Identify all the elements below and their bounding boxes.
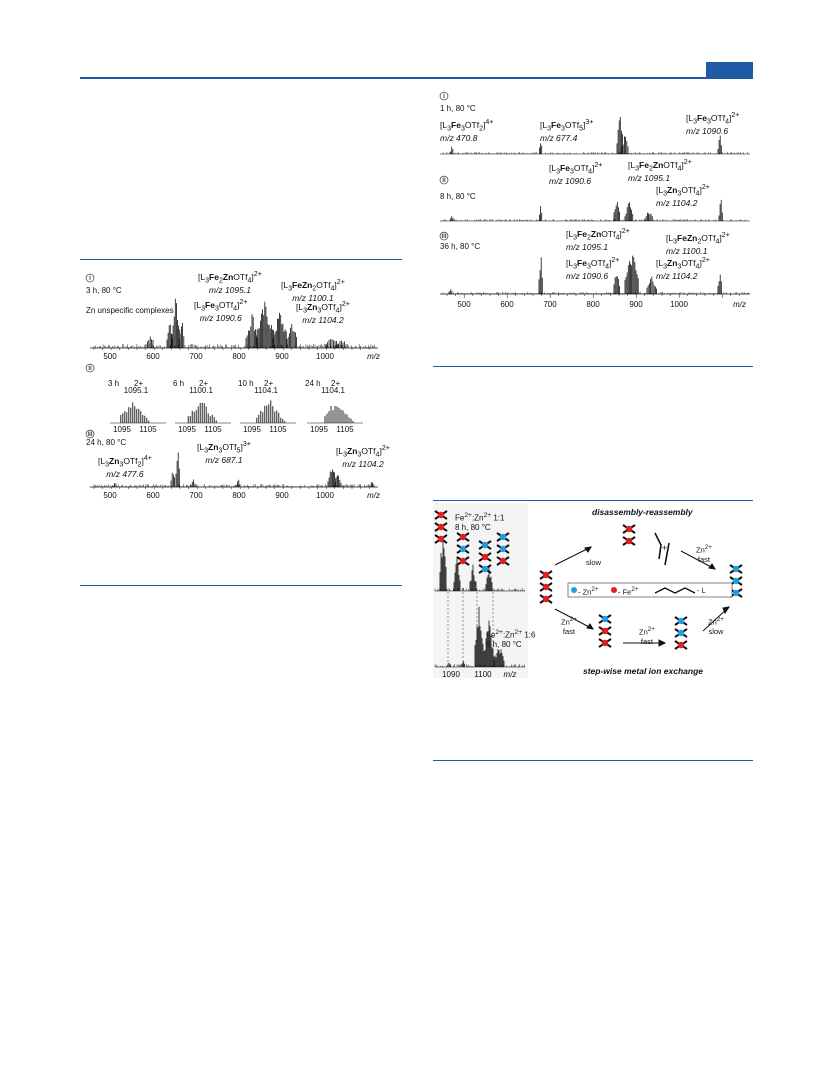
zn-ion-icon — [602, 616, 608, 622]
tick-label: 900 — [629, 300, 643, 309]
inset-tick: 1095 — [113, 425, 131, 434]
formula: $[L_3Fe_3OTf_4]^{2+}$ — [549, 161, 603, 176]
tick-label: 700 — [189, 491, 203, 500]
formula: $[L_3Fe_2ZnOTf_4]^{2+}$ — [628, 158, 692, 173]
formula: $[L_3Zn_3OTf_4]^{2+}$ — [656, 183, 710, 198]
inset-time: 10 h — [238, 379, 254, 388]
free-ligand-icon — [655, 533, 661, 559]
tick-label: 900 — [275, 491, 289, 500]
mz-value: m/z 1090.6 — [686, 125, 729, 136]
label-iii-fe2zn — [566, 227, 630, 252]
label-zn3-2plus — [336, 444, 390, 469]
panel-note: Zn unspecific complexes — [86, 306, 174, 315]
formula: $[L_3Zn_3OTf_2]^{4+}$ — [98, 454, 152, 469]
inset-tick: 1105 — [204, 425, 222, 434]
zn-ion-icon — [500, 546, 506, 552]
inset-tick: 1095 — [243, 425, 261, 434]
label-ii-fe2zn — [628, 158, 692, 183]
axis-ticks — [447, 294, 739, 298]
tick-label: 1100 — [474, 670, 492, 679]
panel-condition: 3 h, 80 °C — [86, 286, 122, 295]
fe-ion-icon — [602, 628, 608, 634]
mz-value: m/z 1090.6 — [566, 270, 609, 281]
scheme-title-bottom: step-wise metal ion exchange — [583, 666, 703, 676]
inset-charge: 2+ — [199, 379, 209, 388]
label-iii-zn3 — [656, 256, 710, 281]
formula: $[L_3FeZn_2OTf_4]^{2+}$ — [281, 278, 345, 293]
label-fe3-3plus — [540, 118, 593, 143]
header-tab — [706, 62, 753, 78]
tick-label: 500 — [457, 300, 471, 309]
inset-charge: 2+ — [264, 379, 274, 388]
mz-value: m/z 687.1 — [205, 454, 243, 465]
axis-unit: m/z — [367, 491, 380, 500]
label-fe2zn — [198, 270, 262, 295]
tick-label: 900 — [275, 352, 289, 361]
fe-ion-icon — [438, 536, 444, 542]
tick-label: 600 — [500, 300, 514, 309]
ion: $Zn^{2+}$ — [696, 544, 712, 555]
inset-tick: 1095 — [178, 425, 196, 434]
fe-ion-icon — [482, 554, 488, 560]
arrowhead — [659, 640, 665, 646]
panel-marker: i — [443, 91, 445, 100]
figure-right-bottom-rule — [433, 366, 753, 367]
legend-zn-label: - $Zn^{2+}$ — [578, 586, 599, 597]
mz-value: m/z 1090.6 — [199, 312, 242, 323]
tick-label: 600 — [146, 352, 160, 361]
panel-marker: ii — [442, 175, 446, 184]
figure-left-bottom-rule — [80, 585, 402, 586]
inset-time: 6 h — [173, 379, 185, 388]
inset-peak: 1104.1 — [321, 386, 345, 395]
label-fe3-4plus — [440, 118, 493, 143]
tick-label: 500 — [103, 352, 117, 361]
fe-dot-icon — [611, 587, 617, 593]
fe-ion-icon — [543, 584, 549, 590]
formula: $[L_3Fe_3OTf_2]^{4+}$ — [440, 118, 494, 133]
mz-value: m/z 1095.1 — [628, 172, 671, 183]
axis-tick-labels — [103, 491, 380, 500]
tick-label: 800 — [586, 300, 600, 309]
formula: $[L_3Zn_3OTf_5]^{3+}$ — [197, 440, 251, 455]
legend-l-label: - L — [697, 586, 706, 595]
inset-time: 24 h — [305, 379, 321, 388]
label-zn3-3plus — [197, 440, 251, 465]
fe-ion-icon — [500, 558, 506, 564]
mz-value: m/z 1095.1 — [566, 241, 609, 252]
inset-peak: 1104.1 — [254, 386, 278, 395]
inset-peak: 1095.1 — [123, 386, 149, 395]
figure-left-top-rule — [80, 259, 402, 260]
ion: $Zn^{2+}$ — [639, 626, 655, 637]
fe-ion-icon — [626, 526, 632, 532]
mz-value: m/z 1104.2 — [342, 458, 384, 469]
formula: $[L_3Fe_3OTf_4]^{2+}$ — [194, 298, 248, 313]
formula: $[L_3Fe_3OTf_4]^{2+}$ — [686, 111, 740, 126]
arrow-label-slow-2 — [708, 615, 724, 636]
time-insets — [108, 379, 363, 434]
mz-value: m/z 1104.2 — [656, 270, 698, 281]
arrowhead — [709, 564, 715, 569]
inset-tick: 1105 — [336, 425, 354, 434]
scheme-spectrum-top-label — [455, 511, 504, 532]
rate: slow — [708, 626, 724, 636]
mz-value: m/z 477.6 — [106, 468, 144, 479]
tick-label: 800 — [232, 352, 246, 361]
label-zn3 — [296, 300, 350, 325]
mz-value: m/z 1100.1 — [666, 245, 708, 256]
scheme-title-top: disassembly-reassembly — [592, 507, 693, 517]
ratio: $Fe^{2+}:Zn^{2+}$ 1:1 — [455, 512, 505, 523]
zn-ion-icon — [482, 542, 488, 548]
rate: fast — [562, 626, 575, 636]
arrow-label-fast-2 — [561, 615, 577, 636]
mz-value: m/z 470.8 — [440, 132, 478, 143]
zn-ion-icon — [733, 590, 739, 596]
axis-tick-labels — [457, 300, 746, 309]
arrow-label-fast-1 — [696, 543, 712, 564]
inset-peak: 1100.1 — [189, 386, 213, 395]
fe-ion-icon — [626, 538, 632, 544]
panel-condition: 24 h, 80 °C — [86, 438, 127, 447]
label-iii-fe3 — [566, 256, 619, 281]
panel-marker: i — [89, 273, 91, 282]
condition: 8 h, 80 °C — [455, 522, 491, 532]
zn-ion-icon — [678, 630, 684, 636]
tick-label: 1000 — [316, 491, 334, 500]
mz-value: m/z 1090.6 — [549, 175, 592, 186]
panel-marker: ii — [88, 363, 92, 372]
zn-ion-icon — [460, 546, 466, 552]
inset-tick: 1105 — [139, 425, 157, 434]
formula: $[L_3Zn_3OTf_4]^{2+}$ — [336, 444, 390, 459]
formula: $[L_3Zn_3OTf_4]^{2+}$ — [656, 256, 710, 271]
inset-charge: 2+ — [331, 379, 341, 388]
scheme-spectrum-bottom-label — [486, 628, 535, 649]
arrow-label-slow: slow — [586, 558, 602, 567]
tick-label: 1000 — [316, 352, 334, 361]
tick-label: 800 — [232, 491, 246, 500]
mz-value: m/z 677.4 — [540, 132, 578, 143]
label-fe3 — [194, 298, 247, 323]
tick-label: 1000 — [670, 300, 688, 309]
label-fezn2 — [281, 278, 345, 303]
fe-ion-icon — [543, 572, 549, 578]
zn-ion-icon — [482, 566, 488, 572]
ion: $Zn^{2+}$ — [561, 616, 577, 627]
mz-value: m/z 1100.1 — [292, 292, 334, 303]
fe-ion-icon — [543, 596, 549, 602]
label-ii-fe3 — [549, 161, 602, 186]
formula: $[L_3Fe_3OTf_5]^{3+}$ — [540, 118, 594, 133]
ion: $Zn^{2+}$ — [708, 616, 724, 627]
rate: fast — [640, 636, 653, 646]
tick-label: 700 — [189, 352, 203, 361]
axis-unit: m/z — [503, 670, 517, 679]
panel-condition: 1 h, 80 °C — [440, 104, 476, 113]
fe-ion-icon — [438, 512, 444, 518]
arrowhead — [587, 624, 593, 629]
inset-time: 3 h — [108, 379, 120, 388]
label-zn3-4plus — [98, 454, 152, 479]
label-fe3-2plus — [686, 111, 739, 136]
formula: $[L_3FeZn_2OTf_4]^{2+}$ — [666, 231, 730, 246]
zn-dot-icon — [571, 587, 577, 593]
formula: $[L_3Zn_3OTf_4]^{2+}$ — [296, 300, 350, 315]
inset-charge: 2+ — [134, 379, 144, 388]
rate: fast — [697, 554, 710, 564]
zn-ion-icon — [733, 566, 739, 572]
panel-marker: iii — [87, 429, 93, 438]
mz-value: m/z 1104.2 — [302, 314, 344, 325]
helicate — [540, 571, 552, 603]
mz-value: m/z 1095.1 — [208, 284, 251, 295]
tick-label: 700 — [543, 300, 557, 309]
panel-condition: 8 h, 80 °C — [440, 192, 476, 201]
axis-tick-labels — [103, 352, 380, 361]
helicate — [623, 525, 635, 545]
axis-unit: m/z — [367, 352, 380, 361]
legend-fe-label: - $Fe^{2+}$ — [618, 586, 639, 597]
tick-label: 1090 — [442, 670, 460, 679]
label-iii-fezn2 — [666, 231, 730, 256]
panel-condition: 36 h, 80 °C — [440, 242, 481, 251]
scheme-bottom-rule — [433, 760, 753, 761]
header-rule — [80, 77, 753, 79]
zn-ion-icon — [733, 578, 739, 584]
panel-marker: iii — [441, 231, 447, 240]
tick-label: 600 — [146, 491, 160, 500]
fe-ion-icon — [460, 534, 466, 540]
condition: 6 h, 80 °C — [486, 639, 522, 649]
helicate — [599, 615, 611, 647]
arrow-label-fast-3 — [639, 625, 655, 646]
scheme-top-rule — [433, 500, 753, 501]
label-ii-zn3 — [656, 183, 710, 208]
arrowhead — [585, 547, 591, 552]
helicate — [675, 617, 687, 649]
formula: $[L_3Fe_2ZnOTf_4]^{2+}$ — [198, 270, 262, 285]
axis-unit: m/z — [733, 300, 746, 309]
inset-tick: 1105 — [269, 425, 287, 434]
ratio: $Fe^{2+}:Zn^{2+}$ 1:6 — [486, 629, 536, 640]
plus-sign: + — [662, 543, 668, 553]
tick-label: 500 — [103, 491, 117, 500]
formula: $[L_3Fe_2ZnOTf_4]^{2+}$ — [566, 227, 630, 242]
fe-ion-icon — [438, 524, 444, 530]
inset-tick: 1095 — [310, 425, 328, 434]
fe-ion-icon — [678, 642, 684, 648]
zn-ion-icon — [500, 534, 506, 540]
zn-ion-icon — [678, 618, 684, 624]
fe-ion-icon — [460, 558, 466, 564]
mz-value: m/z 1104.2 — [656, 197, 698, 208]
fe-ion-icon — [602, 640, 608, 646]
formula: $[L_3Fe_3OTf_4]^{2+}$ — [566, 256, 620, 271]
